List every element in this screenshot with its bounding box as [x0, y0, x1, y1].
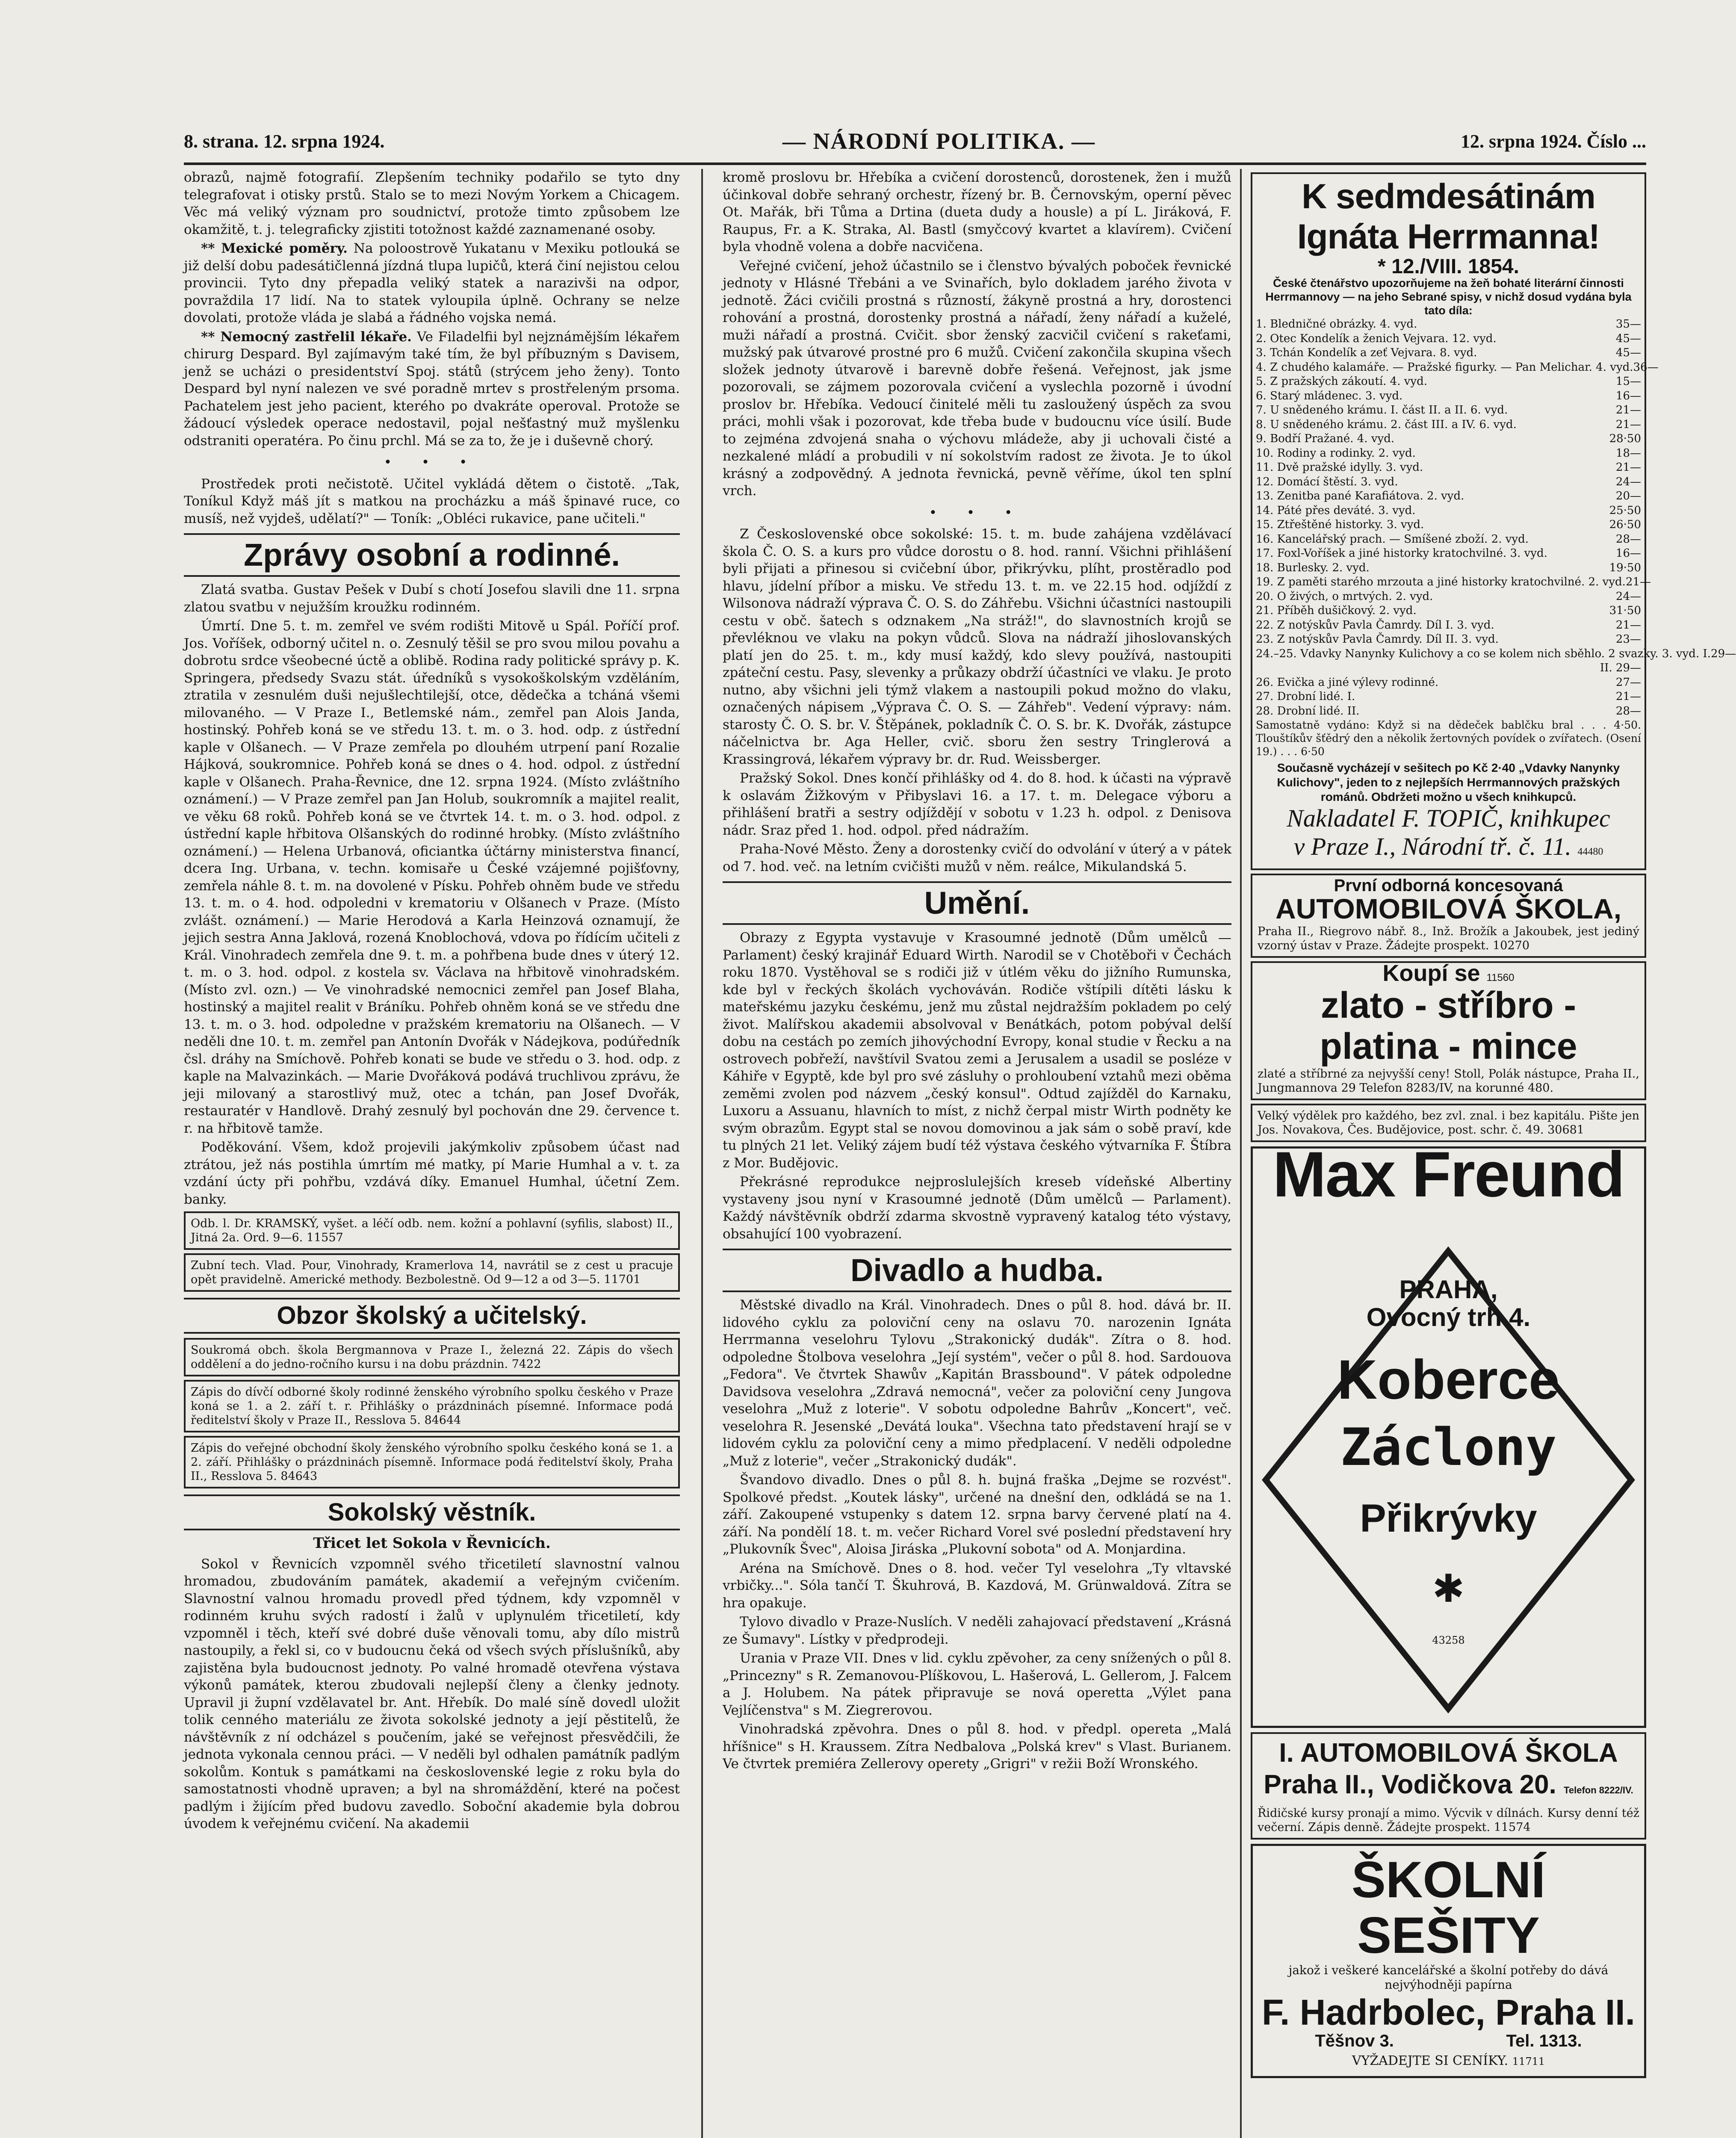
work-price: 18— — [1615, 446, 1641, 460]
ad-headline: zlato - stříbro - — [1320, 985, 1577, 1026]
ad-headline: ŠKOLNÍ SEŠITY — [1351, 1851, 1546, 1964]
herrmann-ad — [1251, 172, 1736, 870]
ad-headline: platina - mince — [1320, 1026, 1577, 1067]
article-text: Úmrtí. Dne 5. t. m. zemřel ve svém rodišti Mitově u Spál. Poříčí prof. Jos. Voříšek, odborný učitel n. o. Zesnulý těšil se pro svou milou povahu a dobrotu srdce všeobecné úctě a oblibě. Rodina rady politické správy p. K. Springera, předsedy Svazu stát. úředníků s vysokoškolským vzděláním, ztratila v zesnulém duši nejušlechtilejší, otce, dědečka a tcháná všemi milovaného. — V Praze I., Betlemské nám., zemřel pan Alois Janda, hostinský. Pohřeb koná se ve středu 13. t. m. o 3. hod. odp. z ústřední kaple v Olšanech. — V Praze zemřela po dlouhém utrpení paní Rozalie Hájková, soukromnice. Pohřeb koná se dnes o 4. hod. odpol. z ústřední kaple v Olšanech. Praha-Řevnice, dne 12. srpna 1924. (Místo zvláštního oznámení.) — V Praze zemřel pan Jan Holub, soukromník a majitel realit, ve věku 68 roků. Pohřeb koná se ve čtvrtek 14. t. m. o 3. hod. odpol. z ústřední kaple hřbitova Olšanských do rodinné hrobky. (Místo zvláštního oznámení.) — Helena Urbanová, oficiantka účtárny ministerstva financí, dcera Ing. Urbana, v. techn. komisaře u České vzájemné pojišťovny, zemřela náhle 8. t. m. na dovolené v Písku. Pohřeb ohněm bude ve středu 13. t. m. o 4. hod. odpoledni v krematoriu v Olšanech v Praze. (Místo zvlášt. oznámení.) — Marie Herodová a Karla Heinzová oznamují, že jejich sestra Anna Jaklová, rozená Knoblochová, vdova po řídícím učiteli z Král. Vinohradech zemřela dne 9. t. m. a pohřbena bude dnes v úterý 12. t. m. o 3. hod. odpol. z kostela sv. Václava na hřbitově vinohradském. (Místo zvl. ozn.) — Ve vinohradské nemocnici zemřel pan Josef Blaha, hostinský a majitel realit v Bráníku. Pohřeb ohněm koná se ve středu dne 13. t. m. o 3. hod. odpoledne v pražském krematoriu na Olšanech. — V neděli dne 10. t. m. zemřel pan Antonín Dvořák v Nádejkova, podúředník čsl. dráhy na Smíchově. Pohřeb konati se bude ve středu o 3. hod. odp. z kaple na Malvazinkách. — Marie Dvořáková podává truchlivou zprávu, že jeji milovaný a starostlivý muž, otec a tchán, pan Josef Dvořák, restauratér v Handlově. Drahý zesnulý byl pochován dne 29. července t. r. na hřbitově tamže. — [184, 618, 680, 1136]
header-rule — [184, 162, 1646, 165]
header-right: 12. srpna 1924. Číslo ... — [1461, 131, 1646, 152]
works-list-item — [1256, 346, 1641, 360]
article-text: Městské divadlo na Král. Vinohradech. Dnes o půl 8. hod. dává br. II. lidového cyklu za poloviční ceny na oslavu 70. narozenin Ignáta Herrmanna veselohru Tylovu „Strakonický dudák". Zítra o 8. hod. odpoledne Štolbova veselohra „Její systém", večer o půl 8. hod. Sardouova „Fedora". Ve čtvrtek Shawův „Kapitán Brassbound". V pátek odpoledne Davidsova veselohra „Zdravá nemocná", večer za poloviční ceny Jungova veselohra „Muž z loterie". V sobotu odpoledne Bahrův „Koncert", več. veselohra R. Jesenské „Devátá louka". Všechna tato představení hrají se v lidovém cyklu za poloviční ceny a mimo předplacení. V neděli odpoledne „Muž z loterie", večer „Strakonický dudák". — [723, 1297, 1231, 1469]
page-header — [184, 126, 1646, 156]
work-price: 26·50 — [1609, 518, 1641, 531]
works-list-item — [1256, 461, 1641, 475]
work-title: 28. Drobní lidé. II. — [1256, 704, 1360, 718]
article-text: obrazů, najmě fotografií. Zlepšením techniky podařilo se tyto dny telegrafovat i otisky prstů. Stalo se to mezi Novým Yorkem a Chicagem. Věc má veliký význam pro soudnictví, protože timto způsobem lze okamžitě, t. j. telegraficky zjistiti totožnost každé zaznamenané osoby. — [184, 170, 680, 237]
article-body: Na poloostrově Yukatanu v Mexiku potlouká se již delší dobu padesátičlenná jízdná tlupa lupičů, která činí nejistou celou provincii. Tyto dny přepadla veliký statek a narazivši na odpor, povraždila 17 lidí. Na to statek vyloupila úplně. Ochrany se nelze dovolati, protože vláda je slabá a řádného vojska nemá. — [184, 241, 680, 325]
work-price: 45— — [1615, 332, 1641, 345]
article-text: Tylovo divadlo v Praze-Nuslích. V neděli zahajovací představení „Krásná ze Šumavy". Lístky v předprodeji. — [723, 1614, 1231, 1647]
work-price: 21— — [1615, 690, 1641, 703]
work-price: 20— — [1615, 490, 1641, 502]
works-list-item — [1256, 676, 1641, 690]
ad-kicker-text: Koupí se — [1382, 960, 1480, 986]
works-list-item — [1256, 375, 1641, 389]
ad-address-text: Praha II., Vodičkova 20. — [1264, 1770, 1556, 1799]
masthead: — NÁRODNÍ POLITIKA. — — [782, 128, 1096, 154]
ad-phone: Tel. 1313. — [1506, 2032, 1582, 2050]
article-text: Poděkování. Všem, kdož projevili jakýmkoliv způsobem účast nad ztrátou, jež nás postihla úmrtím mé matky, pí Marie Humhal a v. t. za vzdání úcty při pohřbu, vzdává díky. Emanuel Humhal, účetní Zem. banky. — [184, 1140, 680, 1207]
article-text: Vinohradská zpěvohra. Dnes o půl 8. hod. v předpl. opereta „Malá hříšnice" s H. Kraussem. Zítra Nedbalova „Polská krev" s Vlast. Burianem. Ve čtvrtek premiéra Zellerovy operety „Grigri" v režii Boží Wronského. — [723, 1722, 1231, 1772]
work-price: 27— — [1615, 676, 1641, 689]
ad-headline: Max Freund — [1272, 1138, 1624, 1210]
article-title: ** Mexické poměry. — [201, 241, 348, 256]
works-list-item — [1256, 432, 1641, 446]
ad-address: Těšnov 3. — [1315, 2032, 1394, 2050]
section-heading: Zprávy osobní a rodinné. — [184, 533, 680, 577]
work-title: 19. Z paměti starého mrzouta a jiné historky kratochvilné. 2. vyd. — [1256, 576, 1626, 588]
work-price: 16— — [1615, 389, 1641, 402]
section-heading: Sokolský věstník. — [184, 1494, 680, 1530]
article-text: Zlatá svatba. Gustav Pešek v Dubí s chotí Josefou slavili dne 11. srpna zlatou svatbu v nejužším kroužku rodinném. — [184, 582, 680, 615]
works-list-item — [1256, 317, 1641, 332]
works-list-item — [1256, 403, 1641, 418]
ad-footer-text: VYŽADEJTE SI CENÍKY. — [1352, 2053, 1509, 2068]
work-title: 24.–25. Vdavky Nanynky Kulichovy a co se kolem nich sběhlo. 2 svazky. 3. vyd. I. — [1256, 647, 1711, 660]
works-list-item — [1256, 546, 1641, 561]
works-list-item — [1256, 418, 1641, 432]
article-title: Třicet let Sokola v Řevnicích. — [313, 1535, 551, 1552]
work-price: 36— — [1633, 360, 1659, 374]
works-list-item — [1256, 504, 1641, 518]
work-price: 28— — [1615, 704, 1641, 718]
works-list-item — [1256, 532, 1641, 547]
section-heading: Obzor školský a učitelský. — [184, 1298, 680, 1334]
gold-buy-ad — [1251, 961, 1646, 1100]
work-price: 16— — [1615, 547, 1641, 560]
separator: • • • — [384, 455, 480, 470]
works-list-item — [1256, 446, 1641, 461]
advertisement: Zápis do dívčí odborné školy rodinné ženského výrobního spolku českého v Praze koná se 1. a 2. září t. r. Přihlášky o prázdninách písemné. Informace podá ředitelství školy v Praze II., Resslova 5. 84644 — [184, 1380, 680, 1432]
work-title: 7. U snědeného krámu. I. část II. a II. 6. vyd. — [1256, 404, 1508, 416]
article-text: Překrásné reprodukce nejproslulejších kreseb vídeňské Albertiny vystaveny jsou nyní v Krasoumné jednotě (Dům umělců — Parlament). Každý návštěvník obdrží zdarma skvostně vypravený katalog této výstavy, obsahující 100 vyobrazení. — [723, 1174, 1231, 1242]
article-text: Sokol v Řevnicích vzpomněl svého třicetiletí slavnostní valnou hromadou, zbudováním památek, akademií a veřejným cvičením. Slavnostní valnou hromadu provedl před týdnem, kdy vzpomněl v rodinném kruhu svých radostí i žalů v uplynulém třicetiletí, kdy vzpomněl i těch, kteří své dobré duše věnovali tomu, aby dílo mistrů nastoupily, a řekl si, co v budoucnu čeká od všech svých příslušníků, aby zajistěna byla budoucnost jednoty. Po valné hromadě otevřena výstava výkonů památek, kterou zbudovali nejlepší členy a členky jednoty. Upravil ji župní vzdělavatel br. Ant. Hřebík. Do malé síně dovedl uložit tolik cenného materiálu ze života sokolské jednoty a její pěstitelů, že návštěvník z ní odcházel s poučením, jaké se veřejnost přesvědčili, že jednota vykonala cennou práci. — V neděli byl odhalen památník padlým sokolům. Kontuk s památkami na československé legie z roku byla do samostatnosti vhodně upraven; a byl na shromáždění, které na počest padlým i žijícím před budovu zavedlo. Soboční akademie byla dobrou úvodem k veřejnému cvičení. Na akademii — [184, 1556, 680, 1831]
work-title: 15. Ztřeštěné historky. 3. vyd. — [1256, 518, 1424, 531]
ad-footer — [1259, 2052, 1638, 2070]
separator: • • • — [929, 505, 1025, 520]
article-text: Prostředek proti nečistotě. Učitel vykládá dětem o čistotě. „Tak, Toníkul Když máš jít s matkou na procházku a máš špinavé ruce, co musíš, než vyjdeš, udělatí?" — Toník: „Obléci rukavice, pane učiteli." — [184, 476, 680, 526]
work-title: 11. Dvě pražské idylly. 3. vyd. — [1256, 461, 1423, 474]
article-text: Aréna na Smíchově. Dnes o 8. hod. večer Tyl veselohra „Ty vltavské vrbičky...". Sóla tančí T. Škuhrová, B. Kazdová, M. Grünwaldová. Zítra se hra opakuje. — [723, 1560, 1231, 1611]
ad-number: 44480 — [1577, 846, 1603, 857]
ad-text: Praha II., Riegrovo nábř. 8., Inž. Brožík a Jakoubek, jest jediný vzorný ústav v Praze. Žádejte prospekt. 10270 — [1258, 925, 1639, 952]
publisher-line: Nakladatel F. TOPIČ, knihkupec — [1287, 804, 1610, 832]
article-text — [184, 328, 680, 450]
ad-number: 43258 — [1432, 1634, 1465, 1646]
section-heading: Divadlo a hudba. — [723, 1249, 1231, 1292]
work-title: 5. Z pražských zákoutí. 4. vyd. — [1256, 375, 1428, 388]
works-list-item — [1256, 575, 1651, 590]
work-title: 27. Drobní lidé. I. — [1256, 690, 1355, 703]
column-1 — [184, 169, 680, 2138]
work-price: 21— — [1615, 404, 1641, 416]
work-title: 8. U snědeného krámu. 2. část III. a IV. 6. vyd. — [1256, 418, 1517, 431]
work-price: 21— — [1615, 418, 1641, 431]
advertisement: Zápis do veřejné obchodní školy ženského výrobního spolku českého koná se 1. a 2. září. Přihlášky o prázdninách písemně. Informace podá ředitelství školy, Praha II., Resslova 5. 84643 — [184, 1436, 680, 1488]
article-text: kromě proslovu br. Hřebíka a cvičení dorostenců, dorostenek, žen i mužů účinkoval dobře sehraný orchestr, řízený br. B. Černovským, operní pěvec Ot. Mařák, bři Tůma a Drtina (dueta dudy a housle) a pí L. Jiráková, F. Raupus, Fr. a K. Straka, Al. Bastl (smyčcový kvartet a klavírem). Cvičení byla vhodně volena a dobře nacvičena. — [723, 170, 1231, 254]
advertisement: Soukromá obch. škola Bergmannova v Praze I., železná 22. Zápis do všech oddělení a do jedno-ročního kursu i na dobu prázdnin. 7422 — [184, 1338, 680, 1376]
work-title: 10. Rodiny a rodinky. 2. vyd. — [1256, 446, 1416, 460]
work-price: 29— — [1711, 647, 1736, 660]
automobile-school-2-ad — [1251, 1732, 1646, 1840]
article-text — [184, 240, 680, 327]
work-title: 13. Zenitba pané Karafiátova. 2. vyd. — [1256, 490, 1464, 502]
work-title: 21. Příběh dušičkový. 2. vyd. — [1256, 604, 1417, 617]
work-price: 24— — [1615, 475, 1641, 488]
column-3 — [1251, 169, 1736, 2138]
work-title: 16. Kancelářský prach. — Smíšené zboží. 2. vyd. — [1256, 532, 1529, 546]
school-notebooks-ad — [1251, 1844, 1646, 2078]
work-price: 35— — [1615, 318, 1641, 331]
ad-text: zlaté a stříbrné za nejvyšší ceny! Stoll, Polák nástupce, Praha II., Jungmannova 29 Telefon 8283/IV, na korunné 480. — [1258, 1067, 1639, 1095]
work-title: 18. Burlesky. 2. vyd. — [1256, 561, 1370, 574]
article-body: Ve Filadelfii byl nejznámějším lékařem chirurg Despard. Byl zajímavým také tím, že byl příbuzným s Davisem, jenž se ucházi o presidentství Spoj. států (strýcem jeho ženy). Tonto Despard byl nyní nalezen ve své poradně mrtev s prostřeleným prsoma. Pachatelem jest jeho pacient, kterého po dvakráte operoval. Protože se žádoucí výsledek operace nedostavil, pojal nešťastný muž myšlenku odstraniti operatéra. Po činu prchl. Má se za to, že je i duševně chorý. — [184, 329, 680, 449]
column-divider — [1240, 169, 1242, 2138]
herrmann-headline: Ignáta Herrmanna! — [1297, 217, 1600, 256]
work-price: 45— — [1615, 346, 1641, 359]
work-title: 1. Bledničné obrázky. 4. vyd. — [1256, 318, 1417, 331]
herrmann-headline: K sedmdesátinám — [1302, 177, 1595, 216]
ad-phone: Telefon 8222/IV. — [1564, 1785, 1633, 1795]
article-text: Z Československé obce sokolské: 15. t. m. bude zahájena vzdělávací škola Č. O. S. a kurs pro vůdce dorostu o 8. hod. ranní. Všichni přihlášení byli přijati a přinesou si cvičební úbor, přikrývku, plíht, prostěradlo pod hlavu, jídelní příbor a misku. Ve středu 13. t. m. ve 22.15 hod. odjíždí z Wilsonova nádraží výprava Č. O. S. do Záhřebu. Všichni účastníci nastoupili cestu v obč. šatech s odznakem „Na stráž!", do slavnostních krojů se převléknou ve vlaku na pokyn vůdců. Slova na nádraží jihoslovanských platí jen do 25. t. m., kdy musí každý, kdo slevy používá, nastoupiti zpáteční cestu. Pasy, slevenky a průkazy obdrží účastníci ve vlaku. Je proto nutno, aby všichni jeli týmž vlakem a nastoupili pokud možno do vlaku, označených nápisem „Výprava Č. O. S. — Záhřeb". Vedení výpravy: nám. starosty Č. O. S. br. V. Štěpánek, pokladník Č. O. S. br. K. Dvořák, zástupce náčelnictva br. Aga Heller, cvič. sboru žen sestry Tringlerová a Krassingrová, lékařem výpravy br. dr. Rud. Weissberger. — [723, 526, 1231, 767]
works-list-item — [1256, 389, 1641, 404]
work-title: 6. Starý mládenec. 3. vyd. — [1256, 389, 1403, 402]
work-price: 21— — [1615, 618, 1641, 632]
works-list-item — [1256, 360, 1659, 375]
works-extra: Samostatně vydáno: Když si na dědeček bablčku bral . . . 4·50. Tlouštíkův šťědrý den a několik žertovných povídek o zvířatech. (Osení 19.) . . . 6·50 — [1256, 719, 1641, 758]
ad-headline: I. AUTOMOBILOVÁ ŠKOLA — [1279, 1738, 1618, 1768]
ad-kicker: První odborná koncesovaná — [1334, 876, 1563, 895]
ad-firm: F. Hadrbolec, Praha II. — [1262, 1992, 1635, 2032]
ad-number: 11711 — [1512, 2055, 1545, 2067]
column-2 — [723, 169, 1231, 2138]
works-list-item — [1256, 475, 1641, 490]
article-title: ** Nemocný zastřelil lékaře. — [201, 329, 412, 345]
publisher-address-text: v Praze I., Národní tř. č. 11. — [1293, 833, 1571, 860]
max-freund-ad — [1251, 1138, 1646, 1728]
herrmann-intro: České čtenářstvo upozorňujeme na žeň bohaté literární činnosti Herrmannovy — na jeho Sebrané spisy, v nichž dosud vydána byla tato díla: — [1265, 277, 1632, 317]
work-price: 24— — [1615, 590, 1641, 603]
ad-address — [1258, 1769, 1639, 1806]
ad-product: Koberce — [1337, 1348, 1560, 1411]
works-list-item — [1256, 489, 1641, 504]
ad-address: Ovocný trh 4. — [1366, 1303, 1531, 1332]
section-heading: Umění. — [723, 881, 1231, 925]
work-price: 25·50 — [1609, 504, 1641, 517]
article-text: Urania v Praze VII. Dnes v lid. cyklu zpěvoher, za ceny snížených o půl 8. „Princezny" s R. Zemanovou-Plíškovou, L. Hašerová, L. Gellerom, J. Falcem a J. Holubem. Na pátek připravuje se nová operetta „Výlet pana Vejlíčenstva" s M. Ziegrerovou. — [723, 1651, 1231, 1718]
work-price: 19·50 — [1609, 561, 1641, 574]
work-title: 14. Páté přes deváté. 3. vyd. — [1256, 504, 1416, 517]
works-list-item — [1256, 518, 1641, 532]
herrmann-date: * 12./VIII. 1854. — [1378, 255, 1519, 278]
work-price: 31·50 — [1609, 604, 1641, 617]
work-title: 22. Z notýskův Pavla Čamrdy. Díl I. 3. vyd. — [1256, 618, 1494, 632]
works-list-item — [1256, 604, 1641, 618]
ad-product: Záclony — [1340, 1418, 1557, 1477]
herrmann-current: Současně vycházejí v sešitech po Kč 2·40 „Vdavky Nanynky Kulichovy", jeden to z nejlepších Herrmannových pražských románů. Obdržeti možno u všech knihkupců. — [1277, 761, 1620, 803]
work-title: 9. Bodří Pražané. 4. vyd. — [1256, 432, 1395, 445]
works-list-item — [1256, 690, 1641, 704]
article-text: Praha-Nové Město. Ženy a dorostenky cvičí do odvolání v úterý a v pátek od 7. hod. več. na letním cvičišti mužů v něm. reálce, Mikulandská 5. — [723, 842, 1231, 874]
works-list-item — [1256, 561, 1641, 576]
work-price: 23— — [1615, 633, 1641, 646]
work-price: 21— — [1615, 461, 1641, 474]
work-title: 12. Domácí štěstí. 3. vyd. — [1256, 475, 1398, 488]
works-list-item — [1256, 618, 1641, 633]
automobile-school-ad — [1251, 874, 1646, 958]
work-price: II. 29— — [1600, 661, 1641, 674]
works-list-item — [1256, 332, 1641, 346]
work-title: 4. Z chudého kalamáře. — Pražské figurky. — Pan Melichar. 4. vyd. — [1256, 360, 1633, 374]
works-list — [1256, 317, 1736, 718]
work-price: 28— — [1615, 532, 1641, 546]
earnings-ad: Velký výdělek pro každého, bez zvl. znal. i bez kapitálu. Pište jen Jos. Novakova, Čes. Budějovice, post. schr. č. 49. 30681 — [1251, 1104, 1646, 1142]
ad-text: Řidičské kursy pronají a mimo. Výcvik v dílnách. Kursy denní též večerní. Zápis denně. Žádejte prospekt. 11574 — [1258, 1807, 1639, 1834]
ad-text: jakož i veškeré kancelářské a školní potřeby do dává nejvýhodněji papírna — [1288, 1963, 1609, 1992]
work-title: 26. Evička a jiné výlevy rodinné. — [1256, 676, 1439, 689]
works-list-item — [1256, 590, 1641, 604]
ad-contact — [1259, 2032, 1638, 2050]
works-list-item — [1256, 632, 1641, 647]
work-title: 23. Z notýskův Pavla Čamrdy. Díl II. 3. vyd. — [1256, 633, 1499, 646]
work-title: 20. O živých, o mrtvých. 2. vyd. — [1256, 590, 1433, 603]
work-title: 2. Otec Kondelík a ženich Vejvara. 12. vyd. — [1256, 332, 1497, 345]
works-list-item — [1256, 704, 1641, 719]
ad-city: PRAHA, — [1399, 1275, 1498, 1304]
work-title: 3. Tchán Kondelík a zeť Vejvara. 8. vyd. — [1256, 346, 1477, 359]
advertisement: Odb. l. Dr. KRAMSKÝ, vyšet. a léčí odb. nem. kožní a pohlavní (syfilis, slabost) II., Jitná 2a. Ord. 9—6. 11557 — [184, 1211, 680, 1250]
publisher-address — [1256, 833, 1641, 866]
works-list-item — [1256, 647, 1736, 661]
article-text: Švandovo divadlo. Dnes o půl 8. h. bujná fraška „Dejme se rozvést". Spolkové předst. „Koutek lásky", určené na dnešní den, odkládá se na 1. září. Zakoupené vstupenky s datem 12. srpna barvy červené platí na 4. září. Na pondělí 18. t. m. večer Richard Vorel své poslední představení hry „Plukovník Švec", Aloisa Jiráska „Plukovní sobota" od A. Monjardina. — [723, 1472, 1231, 1557]
work-title: 17. Foxl-Voříšek a jiné historky kratochvilné. 3. vyd. — [1256, 547, 1547, 560]
ad-kicker — [1258, 960, 1639, 986]
header-left: 8. strana. 12. srpna 1924. — [184, 131, 385, 152]
article-text: Obrazy z Egypta vystavuje v Krasoumné jednotě (Dům umělců — Parlament) český krajinář Eduard Wirth. Narodil se v Chotěboři v Čechách roku 1870. Vystěhoval se s rodiči již v útlém věku do jižního Rumunska, kde byl v řeckých školách vychováván. Rodiče vštípili dítěti lásku k mateřskému jazyku českému, jenž mu zůstal nejdražším pokladem po celý život. Malířskou akademii absolvoval v Benátkách, potom pobýval delší dobu na cestách po zemích jihovýchodní Evropy, konal studie v Řecku a na ostrovech pobřeží, navštívil Svatou zemi a Jerusalem a usadil se posléze v Káhiře v Egyptě, kde byl pro své zásluhy o prohloubení vztahů mezi oběma zeměmi zvolen pod názvem „český konsul". Odtud zajížděl do Karnaku, Luxoru a Assuanu, hlavních to míst, z nichž čerpal mistr Wirth podněty ke svým obrazům. Egypt stal se novou domovinou a jak sám o sobě praví, kde tu plných 21 let. Veliký zájem budí též výstava českého výtvarníka F. Štíbra z Mor. Budějovic. — [723, 930, 1231, 1171]
ad-headline: AUTOMOBILOVÁ ŠKOLA, — [1275, 893, 1622, 924]
article-text: Veřejné cvičení, jehož účastnilo se i členstvo bývalých poboček řevnické jednoty v Hlásné Třebáni a ve Svinařích, bylo dokladem jarého života v jednotě. Žáci cvičili prostná s růzností, žákyně prostná a hry, dorostenci rohování a prostná, dorostenky prostná a nářadí, ženy nářadí a kuželé, muži nářadí a prostná. Cvičit. sbor ženský zacvičil cvičení s rakeťami, mužský pak útvarové prostné pro 6 mužů. Cvičení zakončila skupina všech složek jednoty útvarově i barevně dobře řešená. Veřejnost, jak jsme pozorovali, se zájmem pozorovala cvičení a vyslechla pozorně i úvodní proslov br. Hřebíka. Vedoucí činitelé měli tu zasloužený úspěch za svou práci, mohli však i pozorovat, kde třeba bude v budoucnu více úsilí. Bude to zejména zdvojená snaha o výchovu mládeže, aby ji uchovali čisté a nezkalené mládí a probudili v ní sokolstvím radost ze života. Je to úkol krásný a zodpovědný. A jednota řevnická, pevně věříme, úkol ten splní vrch. — [723, 258, 1231, 499]
column-divider — [701, 169, 703, 2138]
article-text: Pražský Sokol. Dnes končí přihlášky od 4. do 8. hod. k účasti na výpravě k oslavám Žižkovým v Přibyslavi 16. a 17. t. m. Delegace výboru a přihlášení bratři a sestry odjíždějí v sobotu v 1.23 h. odpol. z Denisova nádr. Sraz před 1. hod. odpol. před nádražím. — [723, 771, 1231, 838]
ad-number: 11560 — [1486, 972, 1515, 983]
star-ornament-icon: ✱ — [1432, 1566, 1465, 1611]
works-list-item — [1256, 661, 1641, 676]
work-price: 28·50 — [1609, 432, 1641, 445]
ad-product: Přikrývky — [1360, 1497, 1537, 1540]
work-price: 21— — [1625, 576, 1651, 588]
advertisement: Zubní tech. Vlad. Pour, Vinohrady, Kramerlova 14, navrátil se z cest u pracuje opět pravidelně. Americké methody. Bezbolestně. Od 9—12 a od 3—5. 11701 — [184, 1253, 680, 1292]
work-price: 15— — [1615, 375, 1641, 388]
